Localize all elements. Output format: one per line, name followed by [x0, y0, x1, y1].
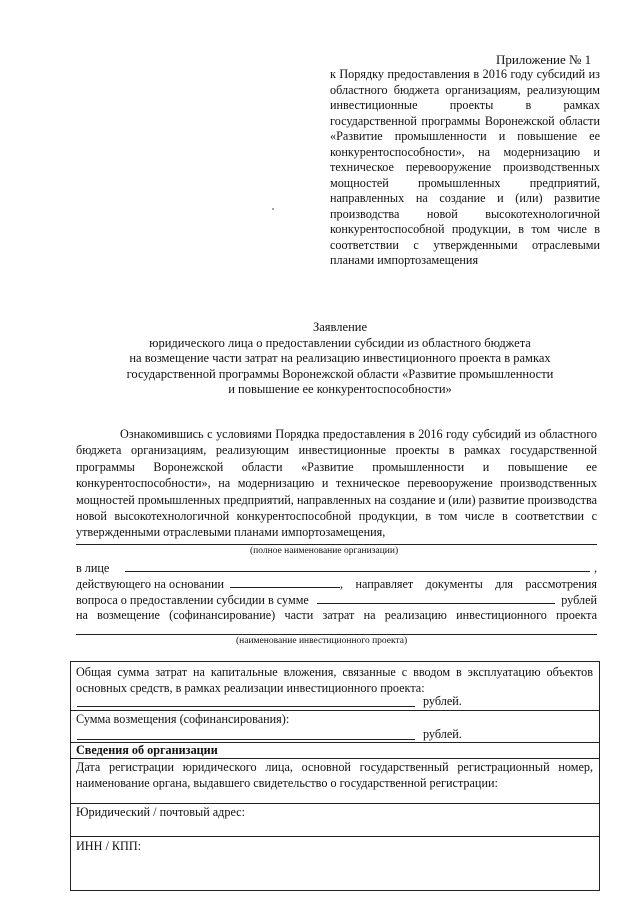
representative-line: [76, 560, 597, 576]
scan-speck: [272, 208, 274, 210]
total-costs-rubles: рублей.: [423, 694, 462, 708]
statement-title: [60, 320, 620, 398]
total-costs-field[interactable]: [77, 706, 415, 707]
organization-info-table: [70, 661, 600, 891]
statement-title-line: государственной программы Воронежской области «Развитие промышленности: [126, 366, 554, 381]
statement-title-line: юридического лица о предоставлении субсидии из областного бюджета: [149, 335, 531, 350]
basis-line: [76, 576, 597, 592]
basis-suffix: , направляет документы для рассмотрения: [340, 577, 597, 591]
subsidy-amount-field[interactable]: [317, 592, 555, 604]
total-costs-label: Общая сумма затрат на капитальные вложения, связанные с вводом в эксплуатацию объектов основных средств, в рамках реализации инвестиционного проекта:: [76, 665, 593, 695]
statement-title-line: на возмещение части затрат на реализацию инвестиционного проекта в рамках: [129, 351, 551, 365]
address-row[interactable]: [71, 804, 599, 837]
total-costs-row: [71, 662, 599, 711]
compensation-field[interactable]: [77, 739, 415, 740]
org-name-field[interactable]: [76, 544, 597, 545]
basis-field[interactable]: [230, 576, 340, 588]
address-label: Юридический / почтовый адрес:: [76, 805, 245, 819]
registration-row[interactable]: [71, 759, 599, 804]
compensation-rubles: рублей.: [423, 727, 462, 741]
registration-label: Дата регистрации юридического лица, основной государственный регистрационный номер, наименование органа, выдавшего свидетельство о государственной регистрации:: [76, 760, 593, 790]
representative-field[interactable]: [125, 560, 590, 572]
compensation-text: на возмещение (софинансирование) части затрат на реализацию инвестиционного проекта: [76, 608, 597, 622]
org-info-header-row: [71, 743, 599, 759]
compensation-line: [76, 608, 597, 623]
project-name-caption: (наименование инвестиционного проекта): [236, 636, 408, 646]
compensation-row: [71, 711, 599, 743]
compensation-label: Сумма возмещения (софинансирования):: [76, 712, 290, 726]
inn-row[interactable]: [71, 837, 599, 890]
comma: ,: [593, 561, 597, 575]
inn-label: ИНН / КПП:: [76, 839, 142, 853]
org-info-header: Сведения об организации: [76, 743, 218, 757]
statement-intro-paragraph: Ознакомившись с условиями Порядка предоставления в 2016 году субсидий из областного бюджета организациям, реализующим инвестиционные проекты в рамках государственной программы Воронежской области «Развитие промышленности и повышение ее конкурентоспособности», на модернизацию и техническое перевооружение производственных мощностей промышленных предприятий, направленных на создание и (или) развитие производства новой высокотехнологичной конкурентоспособной продукции, в том числе в соответствии с утвержденными отраслевыми планами импортозамещения,: [76, 427, 597, 540]
statement-title-line: Заявление: [312, 320, 367, 334]
org-name-caption: (полное наименование организации): [250, 546, 399, 556]
annex-reference: к Порядку предоставления в 2016 году субсидий из областного бюджета организациям, реализующим инвестиционные проекты в рамках государственной программы Воронежской области «Развитие промышленности и повышение ее конкурентоспособности», на модернизацию и техническое перевооружение производственных мощностей промышленных предприятий, направленных на создание и (или) развитие производства новой высокотехнологичной конкурентоспособной продукции, в том числе в соответствии с утвержденными отраслевыми планами импортозамещения: [330, 67, 600, 267]
annex-title: Приложение № 1: [496, 52, 592, 67]
question-prefix: вопроса о предоставлении субсидии в сумме: [76, 593, 309, 607]
rubles-word: рублей: [561, 593, 597, 607]
amount-line: [76, 592, 597, 608]
statement-title-line: и повышение ее конкурентоспособности»: [228, 382, 452, 396]
in-person-label: в лице: [76, 561, 110, 575]
basis-prefix: действующего на основании: [76, 577, 225, 591]
project-name-field[interactable]: [76, 634, 597, 635]
